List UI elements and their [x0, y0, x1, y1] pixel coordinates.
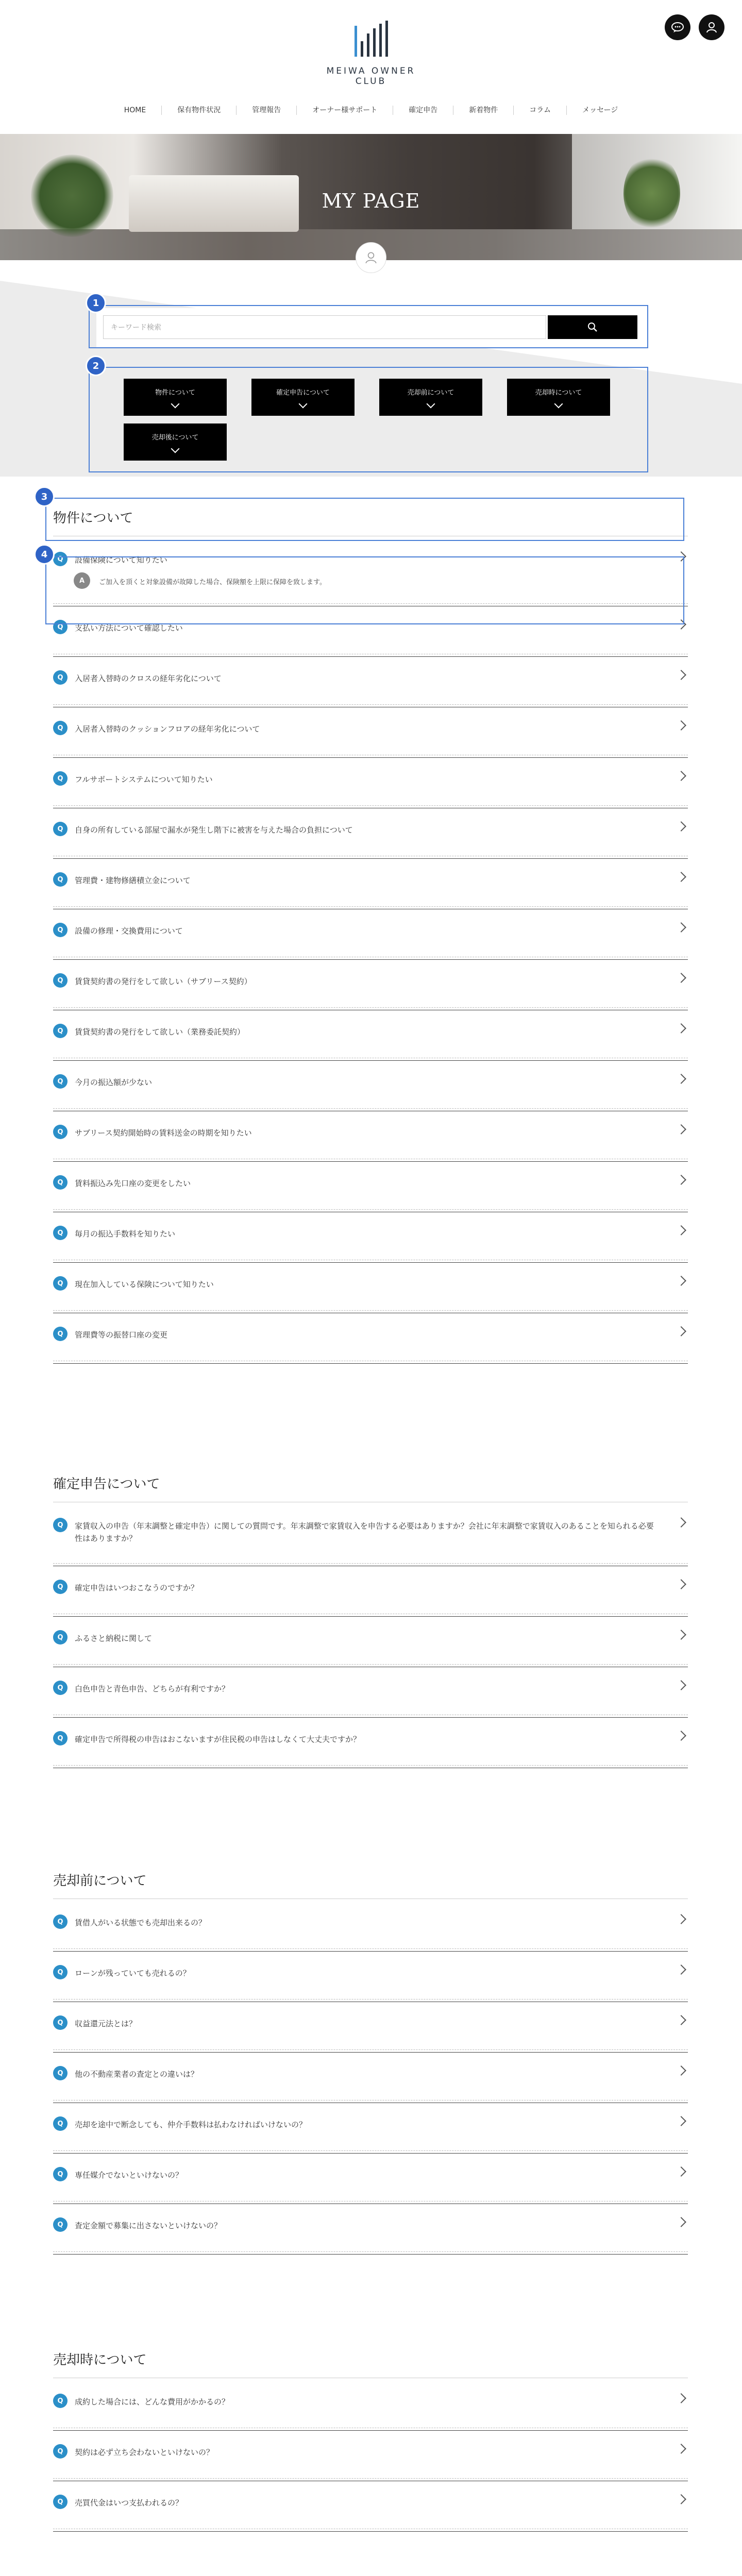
search-icon: [587, 321, 598, 333]
question-badge: Q: [53, 552, 68, 566]
question-badge: Q: [53, 1276, 68, 1291]
faq-item-outline: [45, 556, 684, 624]
category-label: 売却時について: [535, 389, 582, 397]
question-badge: Q: [53, 1226, 68, 1240]
search-button[interactable]: [548, 315, 637, 339]
marker-2: 2: [86, 355, 106, 376]
question-badge: Q: [53, 2495, 68, 2509]
chevron-right-icon: [676, 872, 686, 882]
question-badge: Q: [53, 620, 68, 634]
faq-question-row[interactable]: [53, 960, 688, 1010]
question-badge: Q: [53, 973, 68, 988]
question-badge: Q: [53, 1074, 68, 1089]
question-badge: Q: [53, 2217, 68, 2232]
chevron-right-icon: [676, 1964, 686, 1975]
nav-item[interactable]: コラム: [514, 106, 567, 115]
chevron-right-icon: [676, 2217, 686, 2227]
nav-item[interactable]: メッセージ: [582, 106, 618, 114]
logo-text: MEIWA OWNER CLUB: [326, 66, 416, 87]
question-text: 白色申告と青色申告、どちらが有利ですか？: [75, 1684, 230, 1693]
question-badge: Q: [53, 1965, 68, 1979]
chevron-right-icon: [676, 821, 686, 832]
question-badge: Q: [53, 1580, 68, 1594]
chevron-right-icon: [676, 670, 686, 680]
nav-item[interactable]: オーナー様サポート: [297, 106, 393, 115]
faq-question-row[interactable]: [53, 2380, 688, 2431]
chevron-right-icon: [676, 1680, 686, 1690]
answer-badge: A: [74, 572, 90, 589]
question-badge: Q: [53, 923, 68, 937]
question-badge: Q: [53, 2066, 68, 2080]
logo-mark-icon: [309, 21, 433, 57]
question-text: 売買代金はいつ支払われるの？: [75, 2498, 183, 2507]
chevron-right-icon: [676, 720, 686, 731]
chevron-down-icon: [427, 400, 435, 409]
chevron-right-icon: [676, 2444, 686, 2454]
site-logo[interactable]: [309, 21, 433, 87]
question-badge: Q: [53, 1327, 68, 1341]
answer-text: ご加入を頂くと対象設備が故障した場合、保険額を上限に保障を致します。: [99, 579, 326, 586]
faq-question-row[interactable]: [53, 1617, 688, 1667]
question-text: ふるさと納税に関して: [75, 1634, 153, 1643]
faq-question-row[interactable]: [53, 909, 688, 960]
search-input[interactable]: キーワード検索: [103, 315, 546, 339]
question-badge: Q: [53, 670, 68, 685]
question-text: サブリース契約開始時の賃料送金の時期を知りたい: [75, 1128, 252, 1138]
question-text: 収益還元法とは？: [75, 2019, 137, 2028]
category-button[interactable]: [124, 379, 227, 416]
chat-icon[interactable]: [665, 14, 690, 40]
hero-banner: [0, 134, 742, 260]
question-text: 賃料振込み先口座の変更をしたい: [75, 1179, 191, 1188]
question-badge: Q: [53, 2167, 68, 2181]
chevron-right-icon: [676, 2494, 686, 2504]
faq-question-row[interactable]: [53, 1313, 688, 1364]
site-header: [0, 0, 742, 103]
question-text: 賃借人がいる状態でも売却出来るの？: [75, 1918, 207, 1927]
question-badge: Q: [53, 2116, 68, 2131]
faq-question-row[interactable]: [53, 1162, 688, 1212]
chevron-right-icon: [676, 1630, 686, 1640]
faq-question-row[interactable]: [53, 1263, 688, 1313]
faq-question-row[interactable]: [53, 1212, 688, 1263]
chevron-right-icon: [676, 1175, 686, 1185]
question-text: 他の不動産業者の査定との違いは？: [75, 2070, 199, 2079]
question-badge: Q: [53, 2015, 68, 2030]
faq-question-row[interactable]: [53, 2431, 688, 2481]
section-title-outline: [45, 498, 684, 541]
faq-question-row[interactable]: [53, 1010, 688, 1061]
section-title: 確定申告について: [53, 1477, 160, 1492]
faq-question-row[interactable]: [53, 2154, 688, 2204]
category-button[interactable]: [507, 379, 610, 416]
chevron-right-icon: [676, 771, 686, 781]
chevron-right-icon: [676, 1225, 686, 1235]
question-text: 入居者入替時のクロスの経年劣化について: [75, 674, 222, 683]
category-label: 売却前について: [407, 389, 454, 397]
faq-question-row[interactable]: [53, 1111, 688, 1162]
category-button[interactable]: [251, 379, 355, 416]
chevron-right-icon: [676, 1276, 686, 1286]
nav-item[interactable]: HOME: [109, 106, 162, 115]
faq-question-row[interactable]: [53, 1667, 688, 1718]
faq-question-row[interactable]: [53, 2053, 688, 2103]
question-badge: Q: [53, 1518, 68, 1532]
faq-question-row[interactable]: [53, 1901, 688, 1952]
faq-question-row[interactable]: [53, 2103, 688, 2154]
chevron-down-icon: [171, 400, 180, 409]
faq-question-row[interactable]: [53, 758, 688, 808]
row-divider: [53, 2529, 688, 2532]
row-divider: [53, 1361, 688, 1364]
question-text: 支払い方法について確認したい: [75, 623, 183, 633]
question-text: 現在加入している保険について知りたい: [75, 1280, 214, 1289]
page-title: MY PAGE: [322, 190, 420, 212]
chevron-down-icon: [171, 445, 180, 453]
question-badge: Q: [53, 2394, 68, 2408]
faq-question-row[interactable]: [53, 2002, 688, 2053]
question-text: 設備の修理・交換費用について: [75, 926, 183, 936]
question-text: ローンが残っていても売れるの？: [75, 1969, 191, 1978]
row-divider: [53, 2251, 688, 2255]
section-title: 売却時について: [53, 2352, 147, 2368]
question-text: 契約は必ず立ち会わないといけないの？: [75, 2448, 214, 2457]
marker-4: 4: [34, 544, 55, 565]
question-text: 査定金額で募集に出さないといけないの？: [75, 2221, 222, 2230]
chevron-down-icon: [299, 400, 308, 409]
marker-1: 1: [86, 293, 106, 313]
question-text: 成約した場合には、どんな費用がかかるの？: [75, 2397, 230, 2406]
user-icon[interactable]: [699, 14, 724, 40]
question-text: 毎月の振込手数料を知りたい: [75, 1229, 176, 1239]
chevron-right-icon: [676, 1326, 686, 1336]
question-text: 確定申告はいつおこなうのですか？: [75, 1583, 199, 1592]
chevron-right-icon: [676, 922, 686, 933]
question-text: 専任媒介でないといけないの？: [75, 2171, 183, 2180]
chevron-right-icon: [676, 1023, 686, 1033]
faq-question-row[interactable]: [53, 707, 688, 758]
faq-question-row[interactable]: [53, 1952, 688, 2002]
nav-item[interactable]: 管理報告: [237, 106, 297, 115]
question-text: 今月の振込額が少ない: [75, 1078, 153, 1087]
question-text: 売却を途中で断念しても、仲介手数料は払わなければいけないの？: [75, 2120, 307, 2129]
chevron-right-icon: [676, 1579, 686, 1589]
category-label: 確定申告について: [276, 389, 330, 397]
faq-question-row[interactable]: [53, 1566, 688, 1617]
faq-question-row[interactable]: [53, 2204, 688, 2255]
chevron-right-icon: [676, 1914, 686, 1924]
nav-item[interactable]: 保有物件状況: [162, 106, 237, 115]
faq-question-row[interactable]: [53, 1504, 688, 1566]
faq-question-row[interactable]: [53, 657, 688, 707]
nav-item[interactable]: 新着物件: [453, 106, 514, 115]
faq-question-row[interactable]: [53, 1061, 688, 1111]
question-badge: Q: [53, 1630, 68, 1645]
faq-question-row[interactable]: [53, 2481, 688, 2532]
question-badge: Q: [53, 2444, 68, 2459]
question-text: 確定申告で所得税の申告はおこないますが住民税の申告はしなくて大丈夫ですか？: [75, 1735, 361, 1744]
question-badge: Q: [53, 1914, 68, 1929]
section-title: 物件について: [53, 511, 133, 526]
question-text: 管理費・建物修繕積立金について: [75, 876, 191, 885]
chevron-right-icon: [676, 1517, 686, 1528]
faq-question-row[interactable]: [53, 808, 688, 859]
category-label: 物件について: [155, 389, 195, 397]
question-text: 入居者入替時のクッションフロアの経年劣化について: [75, 724, 260, 734]
question-badge: Q: [53, 1731, 68, 1745]
question-text: 家賃収入の申告（年末調整と確定申告）に関しての質問です。年末調整で家賃収入を申告する必要はありますか？会社に年末調整で家賃収入のあることを知られる必要性はありますか？: [75, 1521, 654, 1543]
marker-3: 3: [34, 486, 55, 507]
avatar-icon: [356, 242, 386, 273]
question-badge: Q: [53, 872, 68, 887]
faq-question-row[interactable]: [53, 859, 688, 909]
category-button[interactable]: [124, 423, 227, 461]
faq-question-row[interactable]: [53, 1718, 688, 1768]
question-badge: Q: [53, 822, 68, 836]
question-text: 自身の所有している部屋で漏水が発生し階下に被害を与えた場合の負担について: [75, 825, 353, 835]
chevron-right-icon: [676, 2015, 686, 2025]
chevron-right-icon: [676, 2166, 686, 2177]
chevron-right-icon: [676, 2065, 686, 2076]
chevron-right-icon: [676, 1731, 686, 1741]
question-badge: Q: [53, 1175, 68, 1190]
chevron-right-icon: [676, 1074, 686, 1084]
chevron-right-icon: [676, 1124, 686, 1134]
question-badge: Q: [53, 721, 68, 735]
question-text: 賃貸契約書の発行をして欲しい（業務委託契約）: [75, 1027, 245, 1037]
question-text: 管理費等の振替口座の変更: [75, 1330, 168, 1340]
question-badge: Q: [53, 771, 68, 786]
chevron-right-icon: [676, 973, 686, 983]
category-label: 売却後について: [151, 434, 199, 442]
question-badge: Q: [53, 1681, 68, 1695]
section-title: 売却前について: [53, 1873, 147, 1889]
question-text: 賃貸契約書の発行をして欲しい（サブリース契約）: [75, 977, 252, 986]
main-nav: [0, 106, 742, 115]
category-button[interactable]: [379, 379, 482, 416]
chevron-right-icon: [676, 2393, 686, 2403]
chevron-down-icon: [554, 400, 563, 409]
question-badge: Q: [53, 1125, 68, 1139]
chevron-right-icon: [676, 2116, 686, 2126]
question-text: フルサポートシステムについて知りたい: [75, 775, 213, 784]
question-badge: Q: [53, 1024, 68, 1038]
nav-item[interactable]: 確定申告: [393, 106, 453, 115]
question-text: 設備保険について知りたい: [75, 555, 167, 565]
row-divider: [53, 1765, 688, 1768]
